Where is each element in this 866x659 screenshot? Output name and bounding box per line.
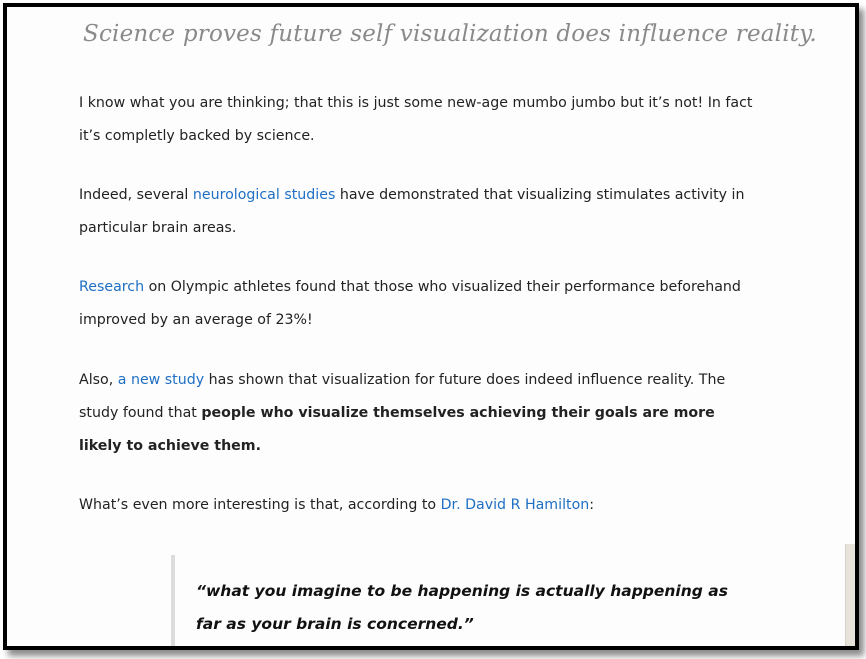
blockquote <box>171 555 815 650</box>
scrollbar[interactable] <box>845 544 855 646</box>
paragraph-intro-text: I know what you are thinking; that this is just some new-age mumbo jumbo but it’s not! In fact it’s completly backed by science. <box>79 95 753 144</box>
paragraph-hamilton-before: What’s even more interesting is that, according to <box>79 497 441 513</box>
paragraph-neuro <box>79 179 759 245</box>
new-study-link[interactable]: a new study <box>117 372 205 388</box>
neurological-studies-link[interactable]: neurological studies <box>192 187 336 203</box>
paragraph-research-after: on Olympic athletes found that those who visualized their performance beforehand improved by an average of 23%! <box>79 279 741 328</box>
paragraph-new-study-middle: has shown that visualization for future does indeed influence reality. The study found that <box>79 372 726 421</box>
paragraph-neuro-after: have demonstrated that visualizing stimulates activity in particular brain areas. <box>79 187 745 236</box>
quote-text: “what you imagine to be happening is actually happening as far as your brain is concerned.” <box>196 582 728 633</box>
david-hamilton-link[interactable]: Dr. David R Hamilton <box>440 497 590 513</box>
section-heading: Science proves future self visualization does influence reality. <box>83 21 817 47</box>
paragraph-research <box>79 271 759 337</box>
paragraph-new-study-bold: people who visualize themselves achieving their goals are more likely to achieve them. <box>79 405 715 454</box>
paragraph-neuro-before: Indeed, several <box>79 187 193 203</box>
paragraph-hamilton <box>79 489 759 522</box>
paragraph-intro <box>79 87 759 153</box>
page-frame <box>3 3 859 650</box>
paragraph-hamilton-after: : <box>589 497 595 513</box>
research-link[interactable]: Research <box>79 279 145 295</box>
paragraph-new-study-before: Also, <box>79 372 118 388</box>
paragraph-new-study <box>79 364 759 463</box>
